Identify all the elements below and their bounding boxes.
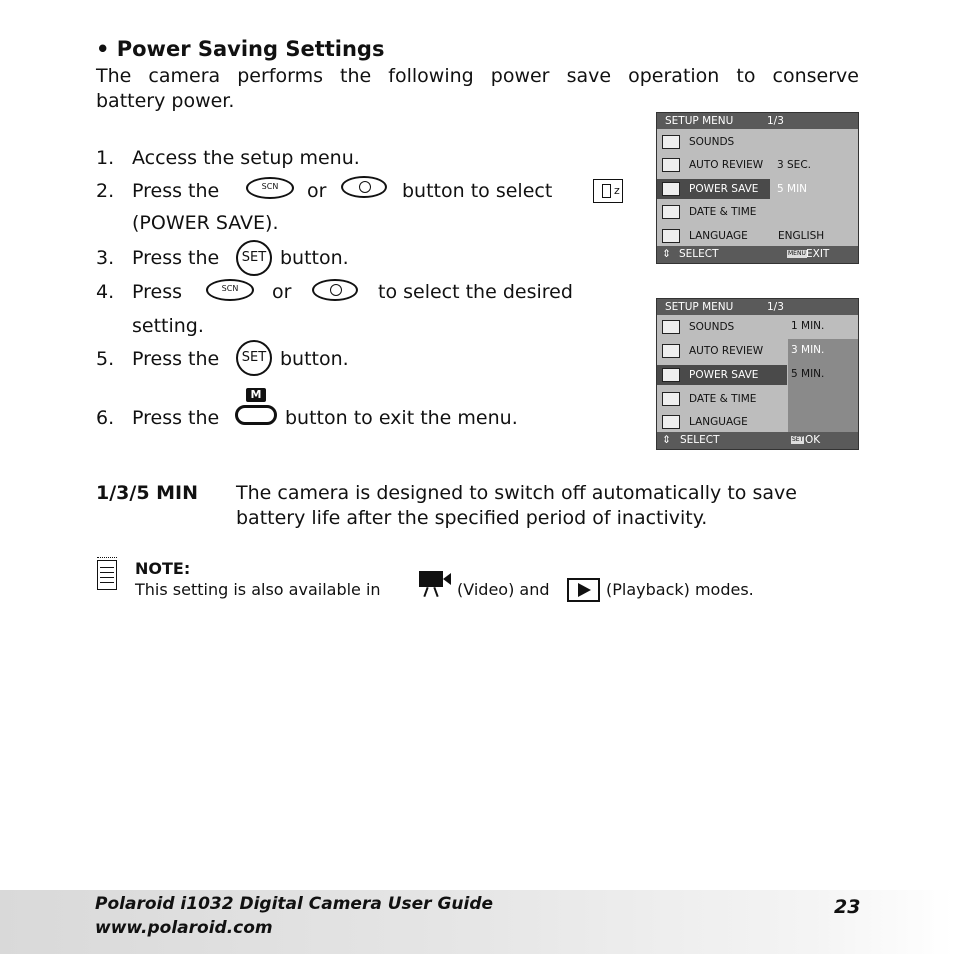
battery-z-icon bbox=[662, 182, 680, 196]
lcd-row-power-save: POWER SAVE bbox=[657, 365, 787, 385]
note-pad-icon bbox=[97, 560, 117, 590]
lcd-power-save-value: 5 MIN bbox=[770, 179, 810, 199]
up-down-arrow-icon: ⇕ bbox=[662, 248, 671, 260]
lcd-setup-menu-2 bbox=[656, 298, 859, 450]
review-icon bbox=[662, 158, 680, 172]
note-text-pre: This setting is also available in bbox=[135, 580, 381, 599]
review-icon bbox=[662, 344, 680, 358]
lcd-row-power-save: POWER SAVE bbox=[657, 179, 770, 199]
menu-badge-icon: M bbox=[246, 388, 266, 402]
lcd-row-auto-review: AUTO REVIEW bbox=[657, 341, 787, 361]
step-5-post: button. bbox=[280, 348, 349, 370]
lcd-row-date-time: DATE & TIME bbox=[657, 202, 857, 222]
intro-line-2: battery power. bbox=[96, 90, 235, 112]
lcd-header: SETUP MENU 1/3 bbox=[657, 299, 858, 315]
step-3-number: 3. bbox=[96, 247, 115, 269]
set-button-icon: SET bbox=[236, 240, 272, 276]
power-save-icon: z bbox=[593, 179, 623, 203]
section-heading: • Power Saving Settings bbox=[96, 37, 385, 61]
option-5-min: 5 MIN. bbox=[791, 368, 825, 380]
lcd-row-sounds: SOUNDS bbox=[657, 317, 787, 337]
lcd-row-date-time: DATE & TIME bbox=[657, 389, 787, 409]
globe-icon bbox=[662, 229, 680, 243]
option-term: 1/3/5 MIN bbox=[96, 482, 199, 504]
up-down-arrow-icon: ⇕ bbox=[662, 434, 671, 446]
step-3-post: button. bbox=[280, 247, 349, 269]
lcd-row-language: LANGUAGE ENGLISH bbox=[657, 226, 857, 246]
lcd-header: SETUP MENU 1/3 bbox=[657, 113, 858, 129]
speaker-icon bbox=[662, 320, 680, 334]
step-4-pre: Press bbox=[132, 281, 183, 303]
lcd-row-language: LANGUAGE bbox=[657, 412, 787, 432]
step-2-pre: Press the bbox=[132, 180, 220, 202]
step-4-number: 4. bbox=[96, 281, 115, 303]
timer-button-icon bbox=[312, 279, 358, 301]
set-button-icon: SET bbox=[236, 340, 272, 376]
speaker-icon bbox=[662, 135, 680, 149]
note-text-mid: (Video) and bbox=[457, 580, 550, 599]
option-1-min: 1 MIN. bbox=[791, 320, 825, 332]
step-4-or: or bbox=[272, 281, 292, 303]
menu-button-icon bbox=[235, 405, 277, 425]
step-6-post: button to exit the menu. bbox=[285, 407, 518, 429]
lcd-footer: ⇕ SELECT MENU EXIT bbox=[657, 246, 858, 263]
calendar-icon bbox=[662, 392, 680, 406]
footer-url[interactable]: www.polaroid.com bbox=[95, 918, 273, 938]
step-2-number: 2. bbox=[96, 180, 115, 202]
step-5-number: 5. bbox=[96, 348, 115, 370]
scn-button-icon: SCN bbox=[246, 177, 294, 199]
step-1-text: Access the setup menu. bbox=[132, 147, 360, 169]
lcd-row-auto-review: AUTO REVIEW 3 SEC. bbox=[657, 155, 857, 175]
battery-z-icon bbox=[662, 368, 680, 382]
step-4-post: to select the desired bbox=[378, 281, 573, 303]
note-title: NOTE: bbox=[135, 559, 191, 578]
step-2-post: button to select bbox=[402, 180, 553, 202]
footer-title: Polaroid i1032 Digital Camera User Guide bbox=[95, 894, 494, 914]
lcd-options-panel bbox=[788, 315, 858, 433]
step-3-pre: Press the bbox=[132, 247, 220, 269]
playback-icon bbox=[567, 578, 600, 602]
option-description: The camera is designed to switch off automatically to save battery life after the specified period of inactivity. bbox=[236, 482, 797, 529]
step-2-or: or bbox=[307, 180, 327, 202]
step-2-line-2: (POWER SAVE). bbox=[132, 212, 279, 234]
scn-button-icon: SCN bbox=[206, 279, 254, 301]
step-6-pre: Press the bbox=[132, 407, 220, 429]
lcd-footer: ⇕ SELECT SET OK bbox=[657, 432, 858, 449]
calendar-icon bbox=[662, 205, 680, 219]
lcd-setup-menu-1 bbox=[656, 112, 859, 264]
step-5-pre: Press the bbox=[132, 348, 220, 370]
note-text-post: (Playback) modes. bbox=[606, 580, 754, 599]
timer-button-icon bbox=[341, 176, 387, 198]
page-number: 23 bbox=[834, 896, 861, 918]
option-3-min: 3 MIN. bbox=[791, 344, 825, 356]
step-4-line-2: setting. bbox=[132, 315, 204, 337]
lcd-row-sounds: SOUNDS bbox=[657, 132, 857, 152]
intro-line-1: The camera performs the following power save operation to conserve bbox=[96, 65, 859, 87]
video-camera-icon bbox=[419, 571, 453, 597]
globe-icon bbox=[662, 415, 680, 429]
intro-paragraph bbox=[96, 64, 859, 114]
step-6-number: 6. bbox=[96, 407, 115, 429]
page-footer bbox=[0, 890, 954, 954]
step-number: 1. bbox=[96, 147, 115, 169]
